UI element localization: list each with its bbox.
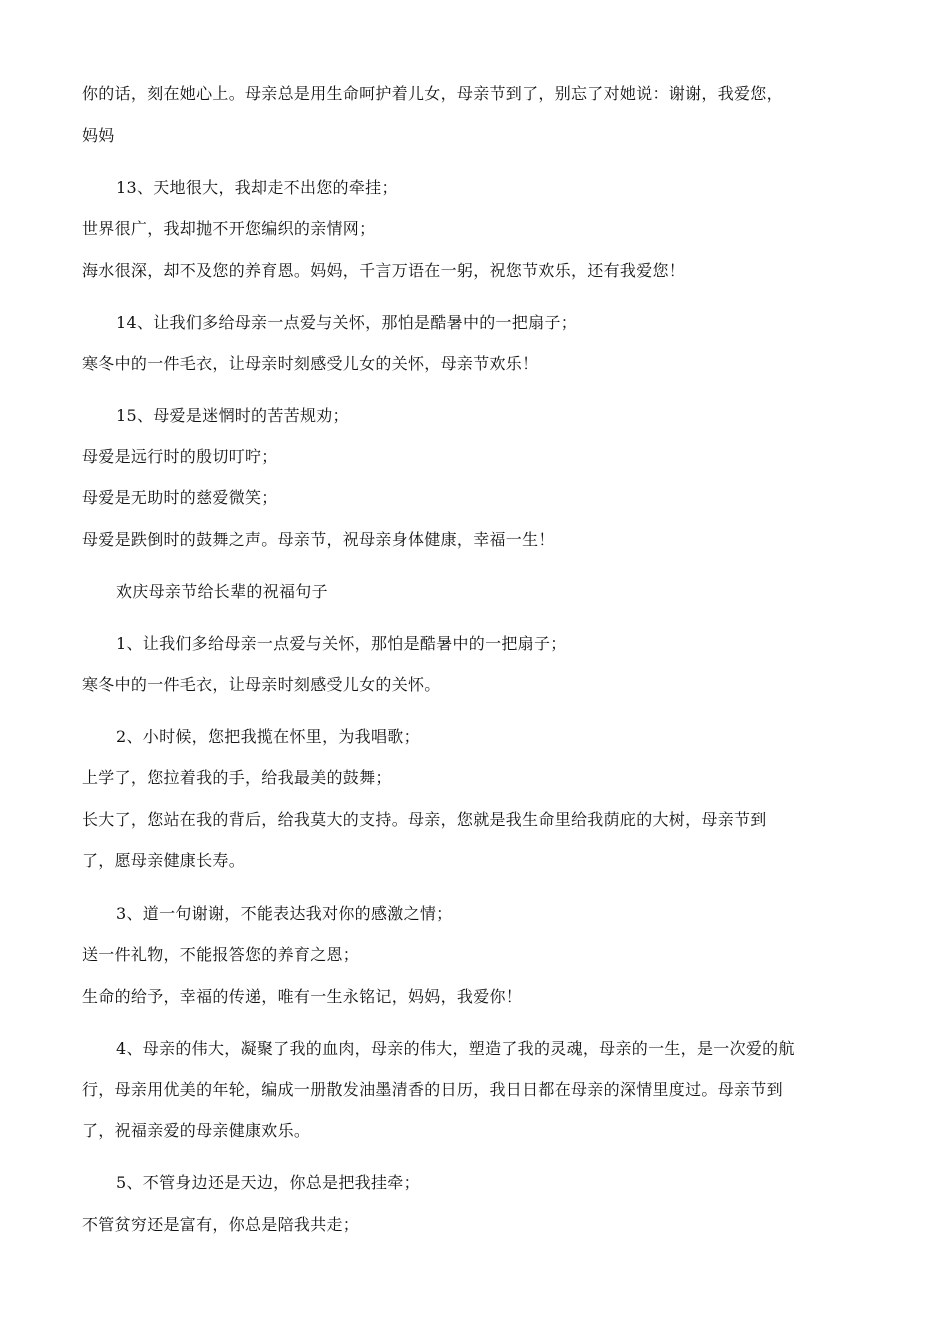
text-line: 妈妈	[82, 126, 115, 145]
text-line: 了，祝福亲爱的母亲健康欢乐。	[82, 1121, 311, 1140]
item-14-line: 14、让我们多给母亲一点爱与关怀，那怕是酷暑中的一把扇子；	[116, 313, 578, 332]
text-line: 了，愿母亲健康长寿。	[82, 851, 246, 870]
item-4-line: 4、母亲的伟大，凝聚了我的血肉，母亲的伟大，塑造了我的灵魂，母亲的一生，是一次爱的航	[116, 1039, 795, 1058]
text-line: 母爱是远行时的殷切叮咛；	[82, 447, 278, 466]
text-line: 你的话，刻在她心上。母亲总是用生命呵护着儿女，母亲节到了，别忘了对她说：谢谢，我爱您，	[82, 84, 783, 103]
item-1-line: 1、让我们多给母亲一点爱与关怀，那怕是酷暑中的一把扇子；	[116, 634, 567, 653]
text-line: 不管贫穷还是富有，你总是陪我共走；	[82, 1215, 360, 1234]
text-line: 送一件礼物，不能报答您的养育之恩；	[82, 945, 360, 964]
item-13-line: 13、天地很大，我却走不出您的牵挂；	[116, 178, 398, 197]
text-line: 行，母亲用优美的年轮，编成一册散发油墨清香的日历，我日日都在母亲的深情里度过。母亲节到	[82, 1080, 783, 1099]
item-15-line: 15、母爱是迷惘时的苦苦规劝；	[116, 406, 349, 425]
text-line: 长大了，您站在我的背后，给我莫大的支持。母亲，您就是我生命里给我荫庇的大树，母亲节到	[82, 810, 767, 829]
text-line: 海水很深，却不及您的养育恩。妈妈，千言万语在一躬，祝您节欢乐，还有我爱您！	[82, 261, 686, 280]
text-line: 母爱是无助时的慈爱微笑；	[82, 488, 278, 507]
item-3-line: 3、道一句谢谢，不能表达我对你的感激之情；	[116, 904, 453, 923]
item-5-line: 5、不管身边还是天边，你总是把我挂牵；	[116, 1173, 420, 1192]
text-line: 寒冬中的一件毛衣，让母亲时刻感受儿女的关怀。	[82, 675, 441, 694]
text-line: 生命的给予，幸福的传递，唯有一生永铭记，妈妈，我爱你！	[82, 987, 523, 1006]
item-2-line: 2、小时候，您把我揽在怀里，为我唱歌；	[116, 727, 420, 746]
section-heading: 欢庆母亲节给长辈的祝福句子	[116, 582, 328, 601]
text-line: 上学了，您拉着我的手，给我最美的鼓舞；	[82, 768, 392, 787]
text-line: 寒冬中的一件毛衣，让母亲时刻感受儿女的关怀，母亲节欢乐！	[82, 354, 539, 373]
text-line: 母爱是跌倒时的鼓舞之声。母亲节，祝母亲身体健康，幸福一生！	[82, 530, 555, 549]
text-line: 世界很广，我却抛不开您编织的亲情网；	[82, 219, 376, 238]
